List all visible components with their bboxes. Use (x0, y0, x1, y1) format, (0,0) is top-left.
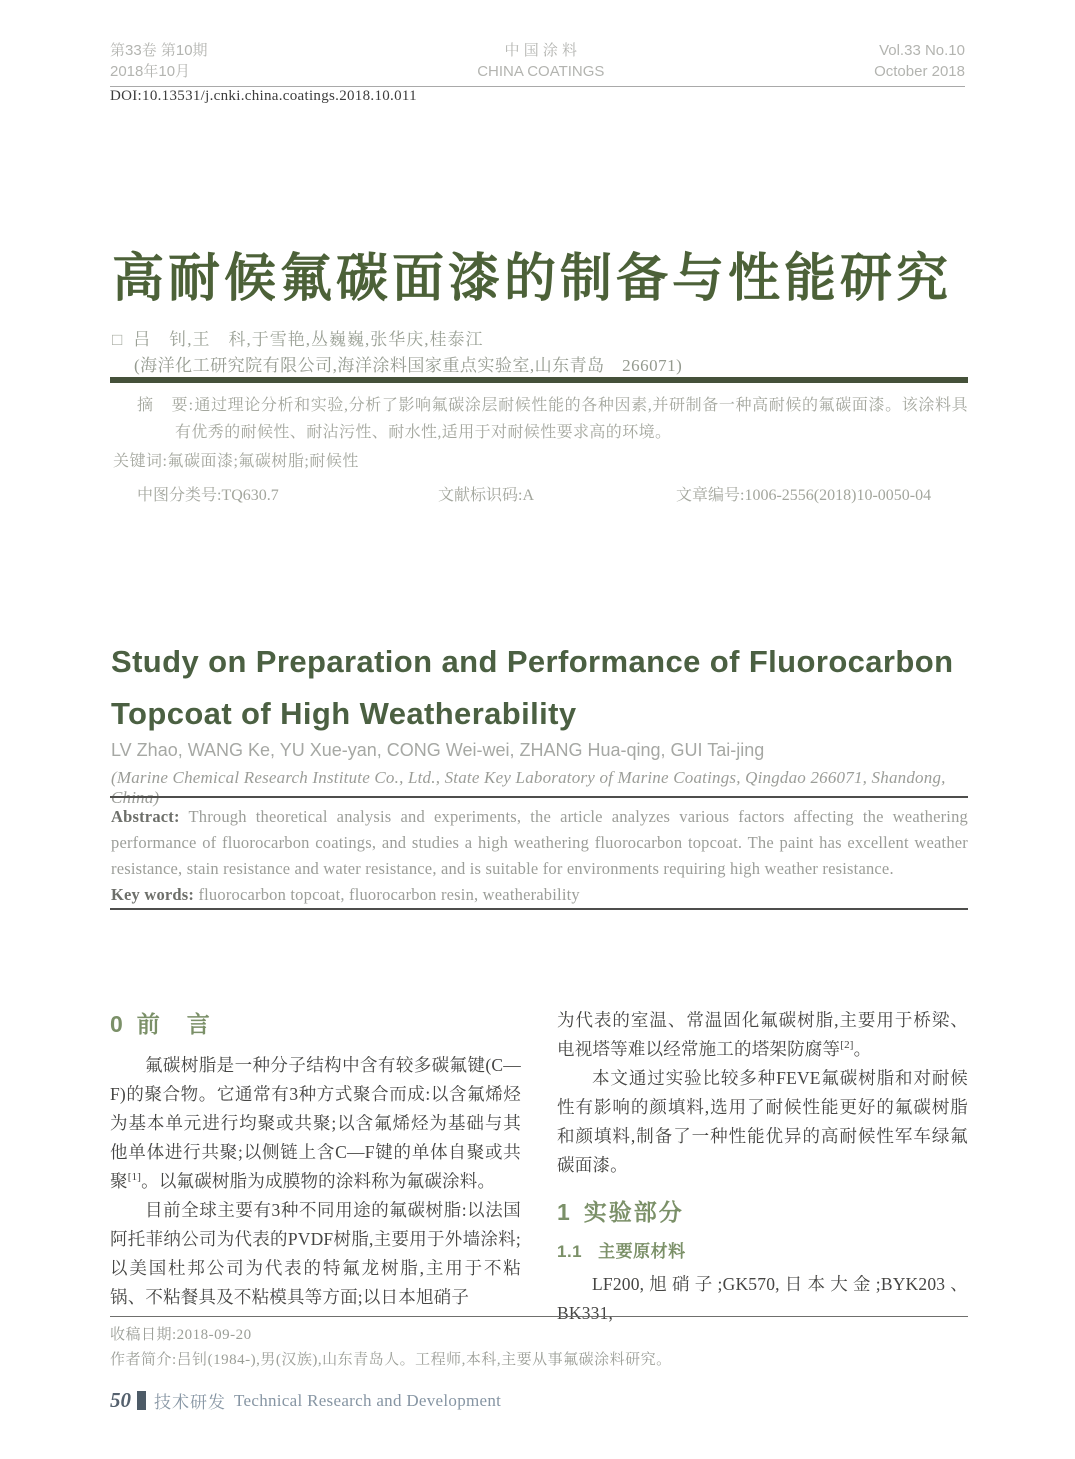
article-title-cn: 高耐候氟碳面漆的制备与性能研究 (112, 250, 953, 308)
header-date-en: October 2018 (874, 63, 965, 80)
title-divider-rule (110, 377, 968, 383)
section-1-title: 实验部分 (583, 1199, 684, 1225)
reference-2-marker: [2] (840, 1039, 854, 1052)
body-columns (110, 1006, 968, 1328)
affiliation-en: (Marine Chemical Research Institute Co., Ltd., State Key Laboratory of Marine Coatings, Qingdao 266071, Shandong, China) (111, 768, 946, 807)
authors-en: LV Zhao, WANG Ke, YU Xue-yan, CONG Wei-wei, ZHANG Hua-qing, GUI Tai-jing (111, 740, 765, 760)
document-code (438, 482, 534, 505)
keywords-en-line (111, 882, 968, 908)
title-en-line1: Study on Preparation and Performance of Fluorocarbon (111, 644, 954, 679)
doc-code-label: 文献标识码: (438, 487, 523, 504)
doi-line: DOI:10.13531/j.cnki.china.coatings.2018.10.011 (110, 88, 417, 104)
section-0-number: 0 (110, 1011, 123, 1037)
header-journal-name (477, 40, 604, 82)
materials-paragraph: LF200,旭硝子;GK570,日本大金;BYK203、BK331, (557, 1274, 968, 1323)
article-id (676, 482, 931, 505)
footer-section-cn: 技术研发 (154, 1393, 226, 1412)
intro-paragraph-2-continued (557, 1006, 968, 1064)
abstract-cn-text (113, 392, 968, 446)
section-1-1-title: 主要原材料 (598, 1242, 686, 1261)
intro-p1-text: 氟碳树脂是一种分子结构中含有较多碳氟键(C—F)的聚合物。它通常有3种方式聚合而成:以含氟烯烃为基本单元进行均聚或共聚;以含氟烯烃为基础与其他单体进行共聚;以侧链上含C—F键的单体自聚或共聚 (110, 1055, 521, 1191)
footnote-block (110, 1316, 968, 1373)
section-1-number: 1 (557, 1199, 570, 1225)
intro-p2cont-text: 为代表的室温、常温固化氟碳树脂,主要用于桥梁、电视塔等难以经常施工的塔架防腐等 (557, 1010, 968, 1059)
journal-name-cn: 中 国 涂 料 (504, 42, 578, 59)
header-volume-cn (110, 40, 208, 82)
header-volume-en (874, 40, 965, 82)
abstract-en-label: Abstract: (111, 807, 180, 826)
title-en-line2: Topcoat of High Weatherability (111, 696, 577, 731)
keywords-cn-line (113, 448, 968, 475)
author-square-icon: □ (112, 330, 124, 349)
clc-value: TQ630.7 (221, 487, 279, 504)
section-1-1-heading (557, 1237, 968, 1262)
section-1-1-number: 1.1 (557, 1242, 583, 1261)
section-0-heading (110, 1006, 521, 1039)
keywords-cn-label: 关键词: (113, 453, 168, 470)
authors-cn (112, 325, 967, 350)
article-title-en (111, 636, 971, 740)
abstract-cn-label: 摘 要: (137, 397, 195, 414)
keywords-cn-values: 氟碳面漆;氟碳树脂;耐候性 (167, 453, 359, 470)
right-column (557, 1006, 968, 1328)
abstract-en-text (111, 804, 968, 882)
footer-section-en: Technical Research and Development (234, 1390, 502, 1410)
reference-1-marker: [1] (127, 1171, 142, 1184)
authors-cn-names: 吕 钊,王 科,于雪艳,丛巍巍,张华庆,桂泰江 (133, 330, 484, 349)
intro-paragraph-3: 本文通过实验比较多种FEVE氟碳树脂和对耐候性有影响的颜填料,选用了耐候性能更好的氟碳树脂和颜填料,制备了一种性能优异的高耐候性军车绿氟碳面漆。 (557, 1068, 968, 1175)
abstract-en-body: Through theoretical analysis and experiments, the article analyzes various factors affecting the weathering performance of fluorocarbon coatings, and studies a high weathering fluorocarbon topcoat. The paint has excellent weather resistance, stain resistance and water resistance, and is suitable for environments requiring high weather resistance. (111, 807, 968, 878)
intro-p1-tail: 。以氟碳树脂为成膜物的涂料称为氟碳涂料。 (141, 1171, 496, 1191)
english-abstract-top-rule (110, 796, 968, 798)
header-volume-line1: 第33卷 第10期 (110, 42, 208, 59)
clc-label: 中图分类号: (137, 487, 222, 504)
article-id-label: 文章编号: (676, 487, 745, 504)
classification-line (113, 482, 968, 506)
section-0-title: 前 言 (136, 1011, 212, 1037)
journal-header (110, 40, 965, 87)
abstract-cn-block (113, 392, 968, 506)
affiliation-cn: (海洋化工研究院有限公司,海洋涂料国家重点实验室,山东青岛 266071) (134, 356, 683, 375)
intro-paragraph-1 (110, 1051, 521, 1196)
page-footer (110, 1388, 501, 1413)
header-vol-no: Vol.33 No.10 (879, 42, 965, 59)
abstract-cn-body: 通过理论分析和实验,分析了影响氟碳涂层耐候性能的各种因素,并研制备一种高耐候的氟碳面漆。该涂料具有优秀的耐候性、耐沾污性、耐水性,适用于对耐候性要求高的环境。 (175, 397, 969, 441)
left-column (110, 1006, 521, 1328)
author-bio: 作者简介:吕钊(1984-),男(汉族),山东青岛人。工程师,本科,主要从事氟碳涂料研究。 (110, 1352, 672, 1368)
intro-paragraph-2: 目前全球主要有3种不同用途的氟碳树脂:以法国阿托菲纳公司为代表的PVDF树脂,主要用于外墙涂料;以美国杜邦公司为代表的特氟龙树脂,主用于不粘锅、不粘餐具及不粘模具等方面;以日本旭硝子 (110, 1200, 521, 1307)
abstract-en-block (111, 804, 968, 908)
page-number: 50 (110, 1388, 131, 1412)
clc-number (137, 482, 279, 505)
intro-p2cont-tail: 。 (853, 1039, 872, 1059)
section-1-heading (557, 1194, 968, 1227)
keywords-en-label: Key words: (111, 885, 195, 904)
journal-name-en: CHINA COATINGS (477, 63, 605, 80)
english-abstract-bottom-rule (110, 908, 968, 910)
article-id-value: 1006-2556(2018)10-0050-04 (744, 487, 932, 504)
received-date: 收稿日期:2018-09-20 (110, 1327, 252, 1343)
footer-bar-icon (137, 1391, 146, 1410)
keywords-en-values: fluorocarbon topcoat, fluorocarbon resin, weatherability (194, 885, 580, 904)
doc-code-value: A (522, 487, 535, 504)
header-volume-line2: 2018年10月 (110, 63, 191, 80)
